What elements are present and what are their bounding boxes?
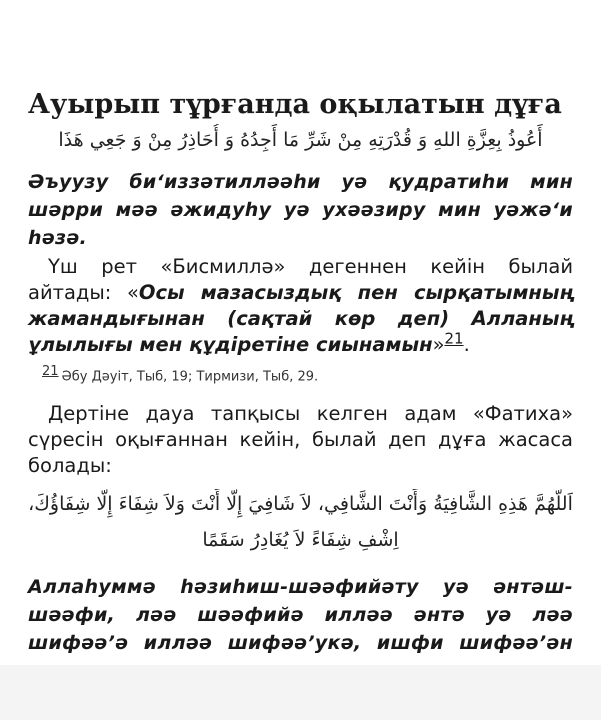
footnote-number: 21	[42, 364, 59, 379]
paragraph-intro-text: Үш рет «Бисмиллә» дегеннен кейін былай айтады: «	[28, 255, 573, 304]
paragraph-end-period: .	[463, 333, 470, 356]
transliteration-1: Әъуузу би‘иззәтилләәһи уә қудратиһи мин шәрри мәә әжидуһу уә ухәәзиру мин уәжә‘и һәзә.	[28, 171, 573, 249]
footnote-reference-link[interactable]: 21	[444, 329, 464, 348]
top-blank-area	[0, 0, 601, 84]
document-page	[28, 88, 573, 685]
footnote-text: Әбу Дәуіт, Тыб, 19; Тирмизи, Тыб, 29.	[61, 369, 319, 385]
arabic-prayer-line-3: اِشْفِ شِفَاءً لاَ يُغَادِرُ سَقَمًا	[202, 529, 399, 552]
transliteration-2: Аллаһуммә һәзиһиш-шәәфийәту уә әнтәш-шәәфи, ләә шәәфийә илләә әнтә уә ләә шифәә’ә илләә шифәә’укә, ишфи шифәә’ән	[28, 576, 573, 655]
arabic-prayer-line-1: أَعُوذُ بِعِزَّةِ اللهِ وَ قُدْرَتِهِ مِنْ شَرِّ مَا أَجِدُهُ وَ أُحَاذِرُ مِنْ وَ جَعِي هَذَا	[58, 129, 543, 151]
closing-quote: »	[432, 333, 445, 356]
section-heading: Ауырып тұрғанда оқылатын дұға	[28, 89, 562, 120]
paragraph-instruction-1	[28, 254, 573, 358]
arabic-prayer-line-2: اَللَّهُمَّ هَذِهِ الشَّافِيَةُ وَأَنْتَ الشَّافِي، لاَ شَافِيَ إِلَّا أَنْتَ وَلاَ شِفَاءَ إِلَّا شِفَاؤُكَ،	[28, 493, 573, 516]
footnote	[42, 362, 573, 387]
bottom-blank-area	[0, 665, 601, 720]
paragraph-instruction-2: Дертіне дауа тапқысы келген адам «Фатиха» сүресін оқығаннан кейін, былай деп дұға жасаса болады:	[28, 402, 573, 478]
prayer-translation-bold: Осы мазасыздық пен сырқатымның жамандығынан (сақтай көр деп) Алланың ұлылығы мен құдіретіне сиынамын	[28, 281, 573, 356]
